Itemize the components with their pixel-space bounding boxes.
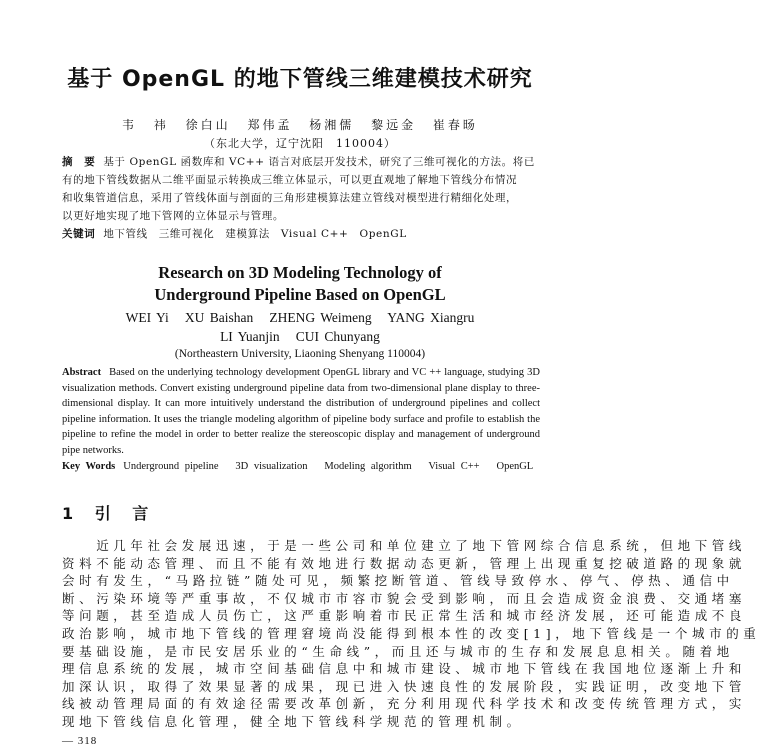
english-front-matter [0, 262, 600, 475]
abstract-line: 和收集管道信息，采用了管线体面与剖面的三角形建模算法建立管线对模型进行精细化处理， [62, 192, 518, 204]
english-abstract [62, 365, 540, 458]
section-heading: 1 引 言 [62, 504, 157, 523]
english-authors-line: LI Yuanjin CUI Chunyang [220, 329, 380, 344]
english-abstract-label: Abstract [62, 367, 102, 378]
english-abstract-text: Based on the underlying technology development OpenGL library and VC ++ language, studying 3D visualization methods. Convert existing underground pipeline data from two-dimensional plane display to three-dimensional display. It can more intuitively understand the distribution of underground pipelines and collect pipeline information. It uses the triangle modeling algorithm of pipeline body surface and profile to establish the pipeline to refine the model in order to better realize the stereoscopic display and management of underground pipe networks. [62, 367, 540, 456]
body-line: 要基础设施，是市民安居乐业的“生命线”，而且还与城市的生存和发展息息相关。随着地 [62, 643, 734, 659]
body-line: 等问题，甚至造成人员伤亡，这严重影响着市民正常生活和城市经济发展，还可能造成不良 [62, 608, 747, 624]
page-number: — 318 [62, 735, 98, 747]
body-line: 理信息系统的发展，城市空间基础信息中和城市建设、城市地下管线在我国地位逐渐上升和 [62, 661, 747, 677]
chinese-abstract-label: 摘 要 [62, 156, 96, 168]
chinese-affiliation: （东北大学，辽宁沈阳 110004） [204, 137, 396, 150]
body-line: 现地下管线信息化管理，健全地下管线科学规范的管理机制。 [62, 713, 524, 729]
english-authors [0, 308, 600, 346]
english-title-line: Underground Pipeline Based on OpenGL [154, 285, 446, 304]
body-line: 会时有发生，“马路拉链”随处可见，频繁挖断管道、管线导致停水、停气、停热、通信中 [62, 573, 734, 589]
english-keywords-row [62, 459, 540, 475]
english-title [0, 262, 600, 306]
chinese-keywords: 地下管线 三维可视化 建模算法 Visual C++ OpenGL [103, 228, 407, 240]
body-line: 政治影响，城市地下管线的管理窘境尚没能得到根本性的改变[1]，地下管线是一个城市的重 [62, 625, 760, 641]
english-authors-line: WEI Yi XU Baishan ZHENG Weimeng YANG Xiangru [125, 310, 475, 325]
body-line: 加深认识，取得了效果显著的成果，现已进入快速良性的发展阶段，实践证明，改变地下管 [62, 678, 747, 694]
body-line: 资料不能动态管理、而且不能有效地进行数据动态更新，管理上出现重复挖破道路的现象就 [62, 555, 747, 571]
body-line: 线被动管理局面的有效途径需要改革创新，充分利用现代科学技术和改变传统管理方式，实 [62, 696, 747, 712]
body-paragraph [62, 537, 760, 731]
body-line: 断、污染环境等严重事故，不仅城市市容市貌会受到影响，而且会造成资金浪费、交通堵塞 [62, 590, 747, 606]
english-affiliation: (Northeastern University, Liaoning Shenyang 110004) [174, 348, 426, 360]
english-keywords-label: Key Words [62, 461, 116, 472]
abstract-line: 有的地下管线数据从二维平面显示转换成三维立体显示，可以更直观地了解地下管线分布情况 [62, 174, 518, 186]
chinese-title: 基于 OpenGL 的地下管线三维建模技术研究 [67, 67, 533, 92]
abstract-line: 以更好地实现了地下管网的立体显示与管理。 [62, 210, 284, 222]
chinese-authors: 韦 祎 徐白山 郑伟孟 杨湘儒 黎远金 崔春旸 [122, 118, 478, 132]
english-keywords: Underground pipeline 3D visualization Modeling algorithm Visual C++ OpenGL [123, 461, 534, 472]
english-title-line: Research on 3D Modeling Technology of [158, 263, 442, 282]
chinese-keywords-label: 关键词 [62, 228, 96, 240]
chinese-abstract [62, 153, 542, 243]
abstract-line: 基于 OpenGL 函数库和 VC++ 语言对底层开发技术，研究了三维可视化的方法。将已 [103, 156, 535, 168]
body-line: 近几年社会发展迅速，于是一些公司和单位建立了地下管网综合信息系统，但地下管线 [62, 538, 747, 553]
